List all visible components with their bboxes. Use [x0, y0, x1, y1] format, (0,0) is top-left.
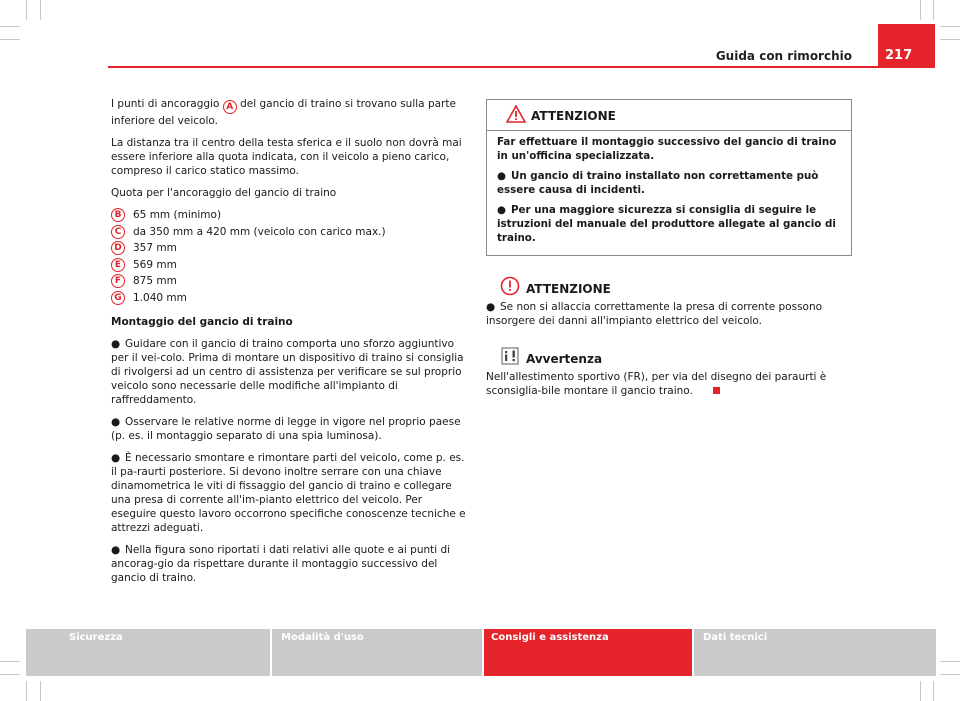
crop-mark [933, 681, 934, 701]
caution-title: ATTENZIONE [526, 282, 611, 296]
tab-label: Dati tecnici [703, 632, 768, 643]
quota-value: 875 mm [133, 275, 177, 287]
crop-mark [0, 661, 20, 662]
right-column [486, 99, 852, 398]
caution-icon [500, 276, 520, 296]
caution-header [486, 276, 852, 298]
quota-row [111, 208, 467, 225]
montaggio-heading: Montaggio del gancio di traino [111, 316, 293, 328]
page-number: 217 [885, 48, 913, 63]
bullet-item: ● È necessario smontare e rimontare parti del veicolo, come p. es. il pa-raurti posteriore. Si devono inoltre serrare con una chiave dinamometrica le viti di fissaggio del gancio di traino e collegare una presa di corrente all'im-pianto elettrico del veicolo. Per eseguire questo lavoro occorrono specifiche conoscenze tecniche e attrezzi adeguati. [111, 452, 466, 534]
bullet-icon: ● [111, 338, 121, 350]
warning-triangle-icon [506, 105, 526, 123]
tab-label: Modalità d'uso [281, 632, 364, 643]
tab-consigli-assistenza[interactable] [484, 629, 692, 676]
quota-row [111, 274, 467, 291]
crop-mark [0, 674, 20, 675]
quota-title: Quota per l'ancoraggio del gancio di traino [111, 187, 337, 199]
page-number-badge [878, 24, 935, 67]
crop-mark [0, 39, 20, 40]
warning-box-body [487, 131, 851, 255]
marker-a: A [223, 100, 237, 114]
quota-row [111, 258, 467, 275]
quota-row [111, 225, 467, 242]
tab-dati-tecnici[interactable] [694, 629, 936, 676]
bullet-icon: ● [497, 170, 506, 182]
crop-mark [940, 26, 960, 27]
tab-label: Sicurezza [69, 632, 123, 643]
bullet-item: ● Nella figura sono riportati i dati relativi alle quote e ai punti di ancorag-gio da rispettare durante il montaggio successivo del gancio di traino. [111, 544, 451, 584]
tab-label: Consigli e assistenza [491, 632, 609, 643]
bullet-icon: ● [497, 204, 506, 216]
marker-e: E [111, 258, 125, 272]
quota-list [111, 208, 467, 307]
crop-mark [940, 39, 960, 40]
marker-g: G [111, 291, 125, 305]
warning-box-title: ATTENZIONE [531, 109, 616, 123]
warning-bullet: ● Per una maggiore sicurezza si consiglia di seguire le istruzioni del manuale del produttore allegate al gancio di traino. [497, 204, 836, 244]
marker-d: D [111, 241, 125, 255]
crop-mark [40, 0, 41, 20]
caution-text: ● Se non si allaccia correttamente la presa di corrente possono insorgere dei danni all'impianto elettrico del veicolo. [486, 301, 823, 327]
marker-f: F [111, 274, 125, 288]
warning-intro: Far effettuare il montaggio successivo del gancio di traino in un'officina specializzata. [497, 136, 837, 162]
footer-nav [26, 629, 936, 676]
bullet-icon: ● [111, 416, 121, 428]
note-header [486, 346, 852, 368]
bullet-item: ● Guidare con il gancio di traino comporta uno sforzo aggiuntivo per il vei-colo. Prima di montare un dispositivo di traino si consiglia di rivolgersi ad un centro di assistenza per verificare se sul proprio veicolo sono necessarie delle modifiche all'impianto di raffreddamento. [111, 338, 464, 406]
crop-mark [26, 681, 27, 701]
bullet-icon: ● [486, 301, 496, 313]
quota-value: 1.040 mm [133, 291, 187, 304]
note-title: Avvertenza [526, 352, 603, 366]
crop-mark [920, 681, 921, 701]
crop-mark [933, 0, 934, 20]
bullet-item: ● Osservare le relative norme di legge in vigore nel proprio paese (p. es. il montaggio separato di una spia luminosa). [111, 416, 461, 442]
marker-c: C [111, 225, 125, 239]
warning-bullet: ● Un gancio di traino installato non correttamente può essere causa di incidenti. [497, 170, 819, 196]
crop-mark [940, 674, 960, 675]
intro-paragraph: I punti di ancoraggio A del gancio di traino si trovano sulla parte inferiore del veicolo. [111, 98, 456, 127]
header-rule [108, 66, 935, 68]
tab-sicurezza[interactable] [26, 629, 270, 676]
warning-box [486, 99, 852, 256]
quota-value: 65 mm (minimo) [133, 209, 222, 221]
note-text: Nell'allestimento sportivo (FR), per via del disegno dei paraurti è sconsiglia-bile montare il gancio traino. [486, 371, 827, 397]
quota-value: da 350 mm a 420 mm (veicolo con carico max.) [133, 225, 386, 238]
tab-modalita-uso[interactable] [272, 629, 482, 676]
quota-value: 569 mm [133, 258, 177, 271]
note-icon [500, 346, 520, 366]
warning-box-header [487, 100, 851, 131]
quota-row [111, 241, 467, 258]
distance-paragraph: La distanza tra il centro della testa sferica e il suolo non dovrà mai essere inferiore alla quota indicata, con il veicolo a pieno carico, compreso il carico statico massimo. [111, 137, 462, 177]
crop-mark [40, 681, 41, 701]
crop-mark [940, 661, 960, 662]
quota-value: 357 mm [133, 242, 177, 254]
marker-b: B [111, 208, 125, 222]
end-square-icon [713, 387, 720, 394]
crop-mark [26, 0, 27, 20]
crop-mark [920, 0, 921, 20]
page-title: Guida con rimorchio [715, 49, 852, 63]
crop-mark [0, 26, 20, 27]
quota-row [111, 291, 467, 308]
bullet-icon: ● [111, 452, 121, 464]
bullet-icon: ● [111, 544, 121, 556]
left-column [111, 97, 467, 593]
